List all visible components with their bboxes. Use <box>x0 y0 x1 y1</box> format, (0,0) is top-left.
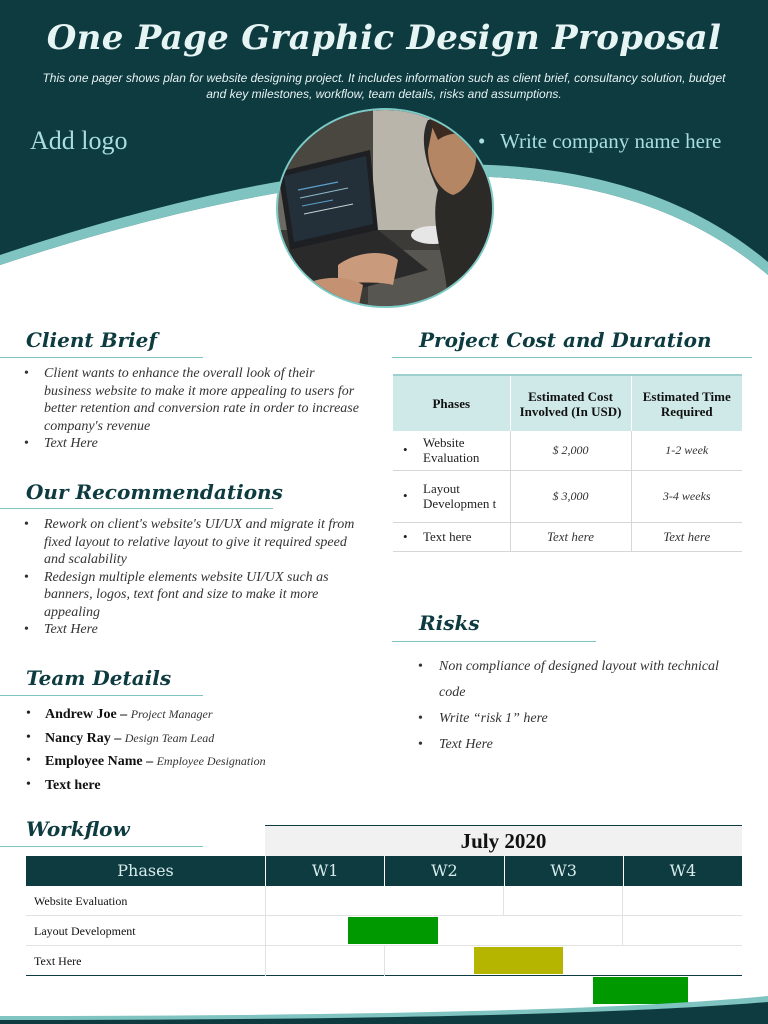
table-row <box>393 522 742 551</box>
page-subtitle: This one pager shows plan for website designing project. It includes information such as client brief, consultancy solution, budget and key milestones, workflow, team details, risks and assumptions. <box>42 71 726 101</box>
list-item: • Text Here <box>418 737 493 752</box>
list-item: • Non compliance of designed layout with technical code <box>418 659 719 700</box>
time-value-cell: Text here <box>631 522 742 551</box>
team-member: • Text here <box>26 776 101 793</box>
laptop-photo-illustration <box>278 110 494 308</box>
cost-value-cell: $ 3,000 <box>510 470 631 522</box>
week-header: W2 <box>384 856 503 886</box>
page-title: One Page Graphic Design Proposal <box>46 18 722 58</box>
list-item: • Rework on client's website's UI/UX and migrate it from fixed layout to relative layout to give it required speed and scalability <box>24 517 355 567</box>
cost-value-cell: $ 2,000 <box>510 431 631 470</box>
table-row <box>393 431 742 470</box>
list-item: • Write “risk 1” here <box>418 711 548 726</box>
cost-phase-cell: • Layout Developmen t <box>393 470 510 522</box>
workflow-month: July 2020 <box>265 825 742 856</box>
project-cost-title: Project Cost and Duration <box>419 328 712 352</box>
recommendations-divider <box>0 508 273 509</box>
week-header: W4 <box>623 856 742 886</box>
list-item: • Client wants to enhance the overall look of their business website to make it more appealing to users for better retention and conversion rate in order to increase company's revenue <box>24 366 359 434</box>
cost-table <box>393 374 742 552</box>
cost-phase-cell: • Website Evaluation <box>393 431 510 470</box>
workflow-task-bar <box>348 917 437 944</box>
cost-phase-cell: • Text here <box>393 522 510 551</box>
workflow-title: Workflow <box>26 817 130 841</box>
cost-value-cell: Text here <box>510 522 631 551</box>
workflow-row: Layout Development <box>26 916 742 946</box>
footer-band <box>0 994 768 1024</box>
workflow-row: Website Evaluation <box>26 886 742 916</box>
team-member: • Andrew Joe – Project Manager <box>26 706 213 722</box>
week-header: W3 <box>504 856 623 886</box>
client-brief-list <box>24 365 359 453</box>
logo-placeholder: Add logo <box>30 126 128 155</box>
team-list <box>26 704 266 798</box>
list-item: • Text Here <box>24 622 98 637</box>
cost-header-time: Estimated Time Required <box>631 375 742 431</box>
team-details-title: Team Details <box>26 666 172 690</box>
risks-list <box>418 654 748 758</box>
workflow-divider <box>0 846 203 847</box>
cost-table-header <box>393 375 742 431</box>
workflow-grid-line <box>503 886 504 916</box>
team-details-divider <box>0 695 203 696</box>
week-header: W1 <box>265 856 384 886</box>
workflow-header-row <box>26 856 742 886</box>
list-item: • Redesign multiple elements website UI/UX such as banners, logos, text font and size to make it more appealing <box>24 569 329 620</box>
workflow-grid-line <box>265 886 266 976</box>
client-brief-title: Client Brief <box>26 328 157 352</box>
cost-header-phases: Phases <box>393 375 510 431</box>
company-name-placeholder: • Write company name here <box>478 129 722 153</box>
company-name-text: Write company name here <box>500 129 722 153</box>
workflow-row: Text Here <box>26 946 742 976</box>
cost-header-cost: Estimated Cost Involved (In USD) <box>510 375 631 431</box>
project-cost-divider <box>392 357 752 358</box>
workflow-grid-line <box>384 946 385 976</box>
table-row <box>393 470 742 522</box>
risks-divider <box>392 641 596 642</box>
team-member: • Nancy Ray – Design Team Lead <box>26 729 215 746</box>
workflow-grid-line <box>622 886 623 946</box>
recommendations-title: Our Recommendations <box>26 480 283 504</box>
workflow-phases-header: Phases <box>117 861 174 880</box>
recommendations-list <box>24 516 369 639</box>
list-item: • Text Here <box>24 436 98 451</box>
header-photo <box>276 108 494 308</box>
team-member: • Employee Name – Employee Designation <box>26 753 266 769</box>
workflow-task-bar <box>474 947 563 974</box>
time-value-cell: 3-4 weeks <box>631 470 742 522</box>
risks-title: Risks <box>419 611 480 635</box>
time-value-cell: 1-2 week <box>631 431 742 470</box>
client-brief-divider <box>0 357 203 358</box>
